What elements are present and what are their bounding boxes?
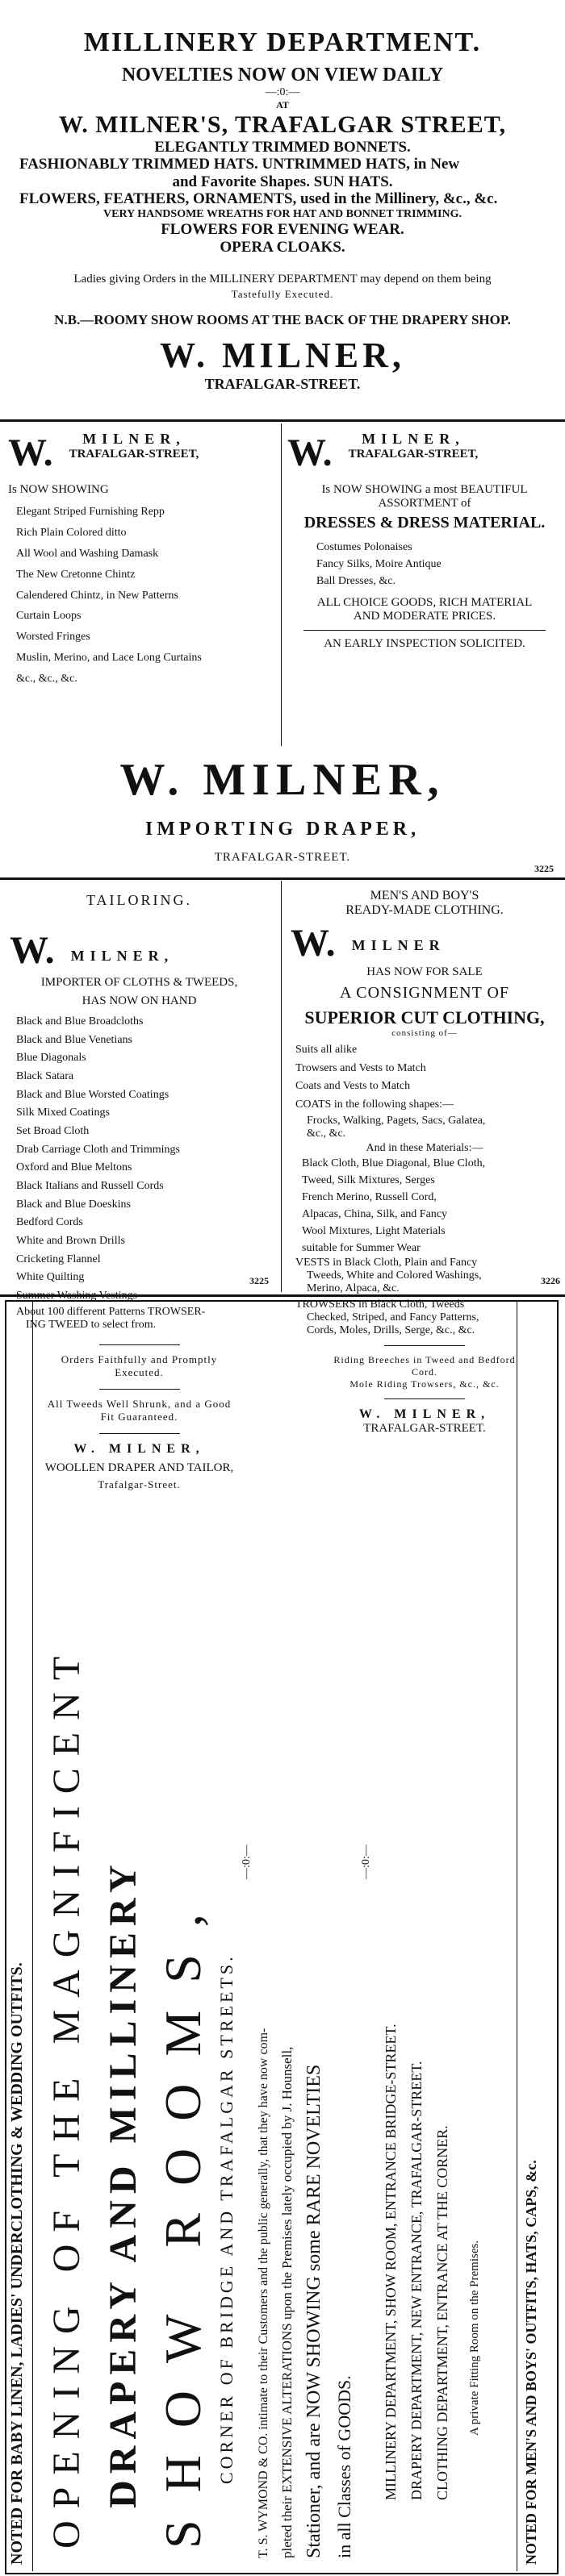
column-divider	[281, 423, 282, 746]
list-item: Summer Washing Vestings	[16, 1290, 138, 1303]
tailor-name: W. MILNER,	[73, 1441, 205, 1456]
separator-2: —:0:—	[360, 1844, 372, 1879]
ad-number: 3225	[534, 863, 554, 874]
ad-number: 3225	[249, 1275, 269, 1286]
ad-number: 3226	[541, 1275, 560, 1286]
list-item: Curtain Loops	[16, 610, 82, 623]
tailoring-advert	[0, 884, 278, 1490]
riding-tail: Cord.	[412, 1365, 437, 1378]
importing-role: IMPORTING DRAPER,	[144, 819, 421, 840]
list-item: The New Cretonne Chintz	[16, 568, 136, 581]
list-item: Black and Blue Doeskins	[16, 1198, 131, 1211]
trowsers-line-3: Cords, Moles, Drills, Serge, &c., &c.	[307, 1323, 475, 1336]
list-item: Ball Dresses, &c.	[316, 575, 396, 587]
orders-tail: Executed.	[115, 1365, 164, 1378]
side-note-right: NOTED FOR MEN'S AND BOYS' OUTFITS, HATS, CAPS, &c.	[523, 2160, 539, 2565]
milner-spaced: MILNER,	[362, 431, 465, 447]
column-divider	[32, 1302, 33, 2571]
separator: —:0:—	[265, 86, 300, 98]
list-item: suitable for Summer Wear	[302, 1241, 421, 1254]
flowers-line: FLOWERS, FEATHERS, ORNAMENTS, used in the Millinery, &c., &c.	[19, 190, 498, 207]
inspection: AN EARLY INSPECTION SOLICITED.	[324, 637, 525, 650]
dept-drapery: DRAPERY DEPARTMENT, NEW ENTRANCE, TRAFALGAR-STREET.	[408, 2061, 425, 2500]
shrunk-line: All Tweeds Well Shrunk, and a Good	[47, 1397, 232, 1410]
materials-heading: And in these Materials:—	[366, 1141, 483, 1154]
shapes-line: and Favorite Shapes. SUN HATS.	[172, 173, 393, 190]
superior-heading: SUPERIOR CUT CLOTHING,	[304, 1007, 545, 1027]
list-item: White Quilting	[16, 1271, 85, 1284]
dept-millinery: MILLINERY DEPARTMENT, SHOW ROOM, ENTRANCE BRIDGE-STREET.	[383, 2024, 399, 2500]
coat-shapes: Frocks, Walking, Pagets, Sacs, Galatea,	[307, 1114, 486, 1127]
cloth-list	[0, 1013, 278, 1306]
dresses-advert	[284, 427, 565, 742]
readymade-heading: MEN'S AND BOY'S	[370, 889, 479, 902]
show-rooms: SHOW ROOMS,	[154, 1886, 211, 2549]
list-item: Muslin, Merino, and Lace Long Curtains	[16, 652, 202, 665]
importing-name: W. MILNER,	[119, 755, 446, 805]
list-item: All Wool and Washing Damask	[16, 547, 159, 560]
importing-street: TRAFALGAR-STREET.	[214, 851, 351, 864]
body-line-b: pleted their EXTENSIVE ALTERATIONS upon the Premises lately occupied by J. Hounsell,	[279, 2046, 295, 2558]
patterns-line: About 100 different Patterns TROWSER-	[16, 1305, 206, 1318]
list-item: &c., &c., &c.	[16, 673, 77, 686]
evening-line: FLOWERS FOR EVENING WEAR.	[161, 220, 404, 238]
opening-line: OPENING OF THE MAGNIFICENT	[45, 1644, 88, 2549]
list-item: Rich Plain Colored ditto	[16, 526, 127, 539]
list-item: Blue Diagonals	[16, 1052, 86, 1065]
coat-shapes-tail: &c., &c.	[307, 1127, 346, 1140]
divider	[303, 630, 546, 631]
consisting: consisting of—	[391, 1028, 458, 1038]
list-item: Alpacas, China, Silk, and Fancy	[302, 1207, 448, 1220]
list-item: Cricketing Flannel	[16, 1253, 101, 1265]
intro: Is NOW SHOWING	[8, 483, 109, 496]
cloaks-line: OPERA CLOAKS.	[220, 238, 345, 256]
milner-name: W. MILNER,	[160, 335, 405, 375]
list-item: Black Italians and Russell Cords	[16, 1180, 164, 1193]
w-initial: W.	[287, 431, 333, 474]
millinery-advert	[0, 0, 565, 419]
milner-street: TRAFALGAR-STREET.	[204, 375, 361, 392]
column-divider	[281, 881, 282, 1292]
wreaths-line: VERY HANDSOME WREATHS FOR HAT AND BONNET TRIMMING.	[103, 207, 462, 220]
corner-line: CORNER OF BRIDGE AND TRAFALGAR STREETS.	[216, 1953, 236, 2484]
at-label: AT	[276, 99, 289, 110]
list-item: Coats and Vests to Match	[295, 1080, 411, 1093]
list-item: French Merino, Russell Cord,	[302, 1190, 437, 1203]
street: TRAFALGAR-STREET,	[69, 448, 199, 461]
furnishing-advert	[0, 427, 278, 742]
orders-line: Orders Faithfully and Promptly	[61, 1353, 218, 1365]
list-item: Trowsers and Vests to Match	[295, 1061, 426, 1074]
list-item: Silk Mixed Coatings	[16, 1107, 110, 1119]
w-initial: W.	[8, 431, 53, 474]
list-item: Black Cloth, Blue Diagonal, Blue Cloth,	[302, 1157, 486, 1169]
trowsers-line-2: Checked, Striped, and Fancy Patterns,	[307, 1311, 479, 1323]
consignment: A CONSIGNMENT OF	[339, 984, 510, 1002]
dresses-heading: DRESSES & DRESS MATERIAL.	[303, 514, 546, 531]
riding-line: Riding Breeches in Tweed and Bedford	[333, 1353, 516, 1365]
list-item: Tweed, Silk Mixtures, Serges	[302, 1173, 435, 1186]
body-line-a: T. S. WYMOND & CO. intimate to their Customers and the public generally, that they have now com-	[257, 2028, 270, 2558]
w-initial: W.	[291, 922, 336, 965]
milner-spaced: MILNER,	[82, 431, 186, 447]
list-item: Oxford and Blue Meltons	[16, 1161, 132, 1174]
orders-note-tail: Tastefully Executed.	[231, 287, 334, 300]
milner-spaced: MILNER,	[70, 948, 174, 964]
list-item: Black and Blue Broadcloths	[16, 1015, 144, 1027]
on-hand: HAS NOW ON HAND	[82, 994, 197, 1007]
w-initial: W.	[10, 929, 55, 972]
divider	[0, 1294, 565, 1297]
list-item: Black and Blue Worsted Coatings	[16, 1088, 170, 1101]
list-item: Suits all alike	[295, 1044, 358, 1056]
for-sale: HAS NOW FOR SALE	[366, 965, 483, 978]
bonnets-line: ELEGANTLY TRIMMED BONNETS.	[154, 139, 411, 156]
list-item: Costumes Polonaises	[316, 541, 412, 553]
street: TRAFALGAR-STREET,	[348, 448, 479, 461]
vests-line-3: Merino, Alpaca, &c.	[307, 1282, 400, 1294]
dresses-list	[284, 539, 565, 590]
clothing-list	[284, 1041, 565, 1115]
vests-line: VESTS in Black Cloth, Plain and Fancy	[295, 1256, 478, 1269]
shrunk-tail: Fit Guaranteed.	[100, 1410, 178, 1423]
trowsers-line: TROWSERS in Black Cloth, Tweeds	[295, 1298, 465, 1311]
list-item: Drab Carriage Cloth and Trimmings	[16, 1143, 180, 1156]
list-item: Wool Mixtures, Light Materials	[302, 1224, 446, 1237]
furnishing-list	[0, 502, 278, 690]
vests-line-2: Tweeds, White and Colored Washings,	[307, 1269, 482, 1282]
list-item: White and Brown Drills	[16, 1235, 125, 1248]
list-item: Bedford Cords	[16, 1216, 83, 1229]
divider	[0, 877, 565, 880]
ready-street: TRAFALGAR-STREET.	[363, 1421, 486, 1435]
tailor-street: Trafalgar-Street.	[98, 1478, 181, 1490]
list-item: Calendered Chintz, in New Patterns	[16, 589, 179, 602]
tailor-role: WOOLLEN DRAPER AND TAILOR,	[44, 1461, 234, 1474]
ready-name: W. MILNER,	[358, 1407, 491, 1421]
readymade-heading-tail: READY-MADE CLOTHING.	[345, 903, 504, 917]
mole-line: Mole Riding Trowsers, &c., &c.	[349, 1378, 500, 1390]
patterns-tail: ING TWEED to select from.	[26, 1318, 157, 1331]
body-line-d: in all Classes of GOODS.	[334, 2375, 354, 2558]
list-item: Elegant Striped Furnishing Repp	[16, 506, 165, 518]
intro: Is NOW SHOWING a most BEAUTIFUL	[321, 483, 528, 496]
tailoring-heading: TAILORING.	[86, 892, 193, 908]
divider	[0, 419, 565, 422]
materials-list	[284, 1155, 565, 1257]
millinery-title: MILLINERY DEPARTMENT.	[83, 27, 482, 57]
choice-goods: ALL CHOICE GOODS, RICH MATERIAL	[316, 596, 533, 609]
list-item: Black and Blue Venetians	[16, 1033, 132, 1046]
list-item: Worsted Fringes	[16, 631, 90, 644]
list-item: Set Broad Cloth	[16, 1125, 90, 1138]
list-item: COATS in the following shapes:—	[295, 1098, 454, 1111]
shop-name: W. MILNER'S, TRAFALGAR STREET,	[58, 111, 506, 138]
moderate-prices: AND MODERATE PRICES.	[353, 610, 496, 623]
body-line-c: Stationer, and are NOW SHOWING some RARE NOVELTIES	[303, 2064, 324, 2558]
novelties-line: NOVELTIES NOW ON VIEW DAILY	[121, 65, 444, 85]
nb-line: N.B.—ROOMY SHOW ROOMS AT THE BACK OF THE DRAPERY SHOP.	[54, 311, 511, 327]
dept-clothing: CLOTHING DEPARTMENT, ENTRANCE AT THE CORNER.	[434, 2125, 450, 2500]
assortment: ASSORTMENT of	[378, 497, 471, 510]
drapery-line: DRAPERY AND MILLINERY	[102, 1858, 144, 2508]
fitting-room: A private Fitting Room on the Premises.	[468, 2240, 481, 2436]
list-item: Black Satara	[16, 1070, 74, 1083]
side-note-left: NOTED FOR BABY LINEN, LADIES' UNDERCLOTHING & WEDDING OUTFITS.	[8, 1962, 26, 2565]
orders-note: Ladies giving Orders in the MILLINERY DEPARTMENT may depend on them being	[73, 272, 492, 286]
separator: —:0:—	[241, 1844, 253, 1879]
readymade-advert	[284, 884, 565, 1435]
milner-spaced: MILNER	[351, 937, 446, 953]
list-item: Fancy Silks, Moire Antique	[316, 558, 442, 570]
importer: IMPORTER OF CLOTHS & TWEEDS,	[40, 976, 238, 989]
hats-line: FASHIONABLY TRIMMED HATS. UNTRIMMED HATS, in New	[19, 156, 460, 173]
